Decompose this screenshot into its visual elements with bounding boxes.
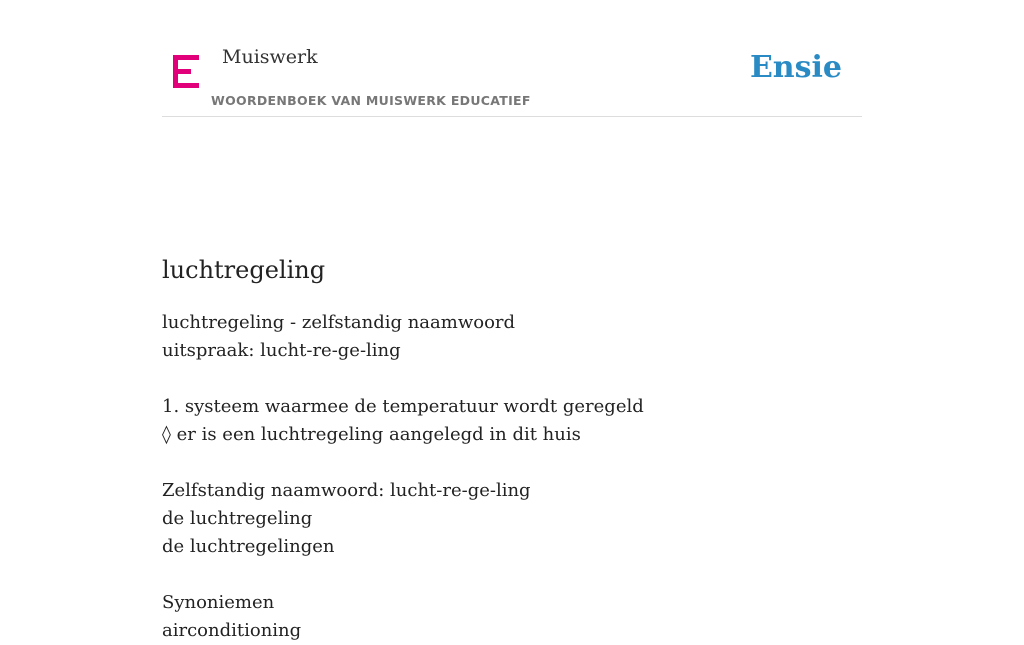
ensie-logo[interactable]: Ensie — [749, 50, 842, 85]
sense-1: 1. systeem waarmee de temperatuur wordt geregeld — [162, 396, 644, 417]
entry-title: luchtregeling — [162, 256, 326, 284]
brand-subtitle: WOORDENBOEK VAN MUISWERK EDUCATIEF — [211, 93, 531, 108]
example-1: ◊ er is een luchtregeling aangelegd in dit huis — [162, 424, 581, 445]
page — [162, 0, 862, 641]
spacer — [162, 449, 862, 477]
plural-form: de luchtregelingen — [162, 536, 335, 557]
logo-bar-bottom — [173, 83, 199, 88]
grammar-header: Zelfstandig naamwoord: lucht-re-ge-ling — [162, 480, 531, 501]
logo-bar-middle — [173, 69, 191, 74]
muiswerk-logo-icon[interactable] — [173, 55, 201, 89]
spacer — [162, 365, 862, 393]
synonym-1[interactable]: airconditioning — [162, 620, 302, 641]
spacer — [162, 561, 862, 589]
synonyms-header: Synoniemen — [162, 592, 275, 613]
definition-header: luchtregeling - zelfstandig naamwoord — [162, 312, 516, 333]
site-header — [162, 0, 862, 117]
singular-form: de luchtregeling — [162, 508, 313, 529]
logo-bar-top — [173, 55, 199, 60]
entry-body — [162, 309, 862, 645]
brand-name[interactable]: Muiswerk — [222, 46, 318, 68]
pronunciation: uitspraak: lucht-re-ge-ling — [162, 340, 401, 361]
